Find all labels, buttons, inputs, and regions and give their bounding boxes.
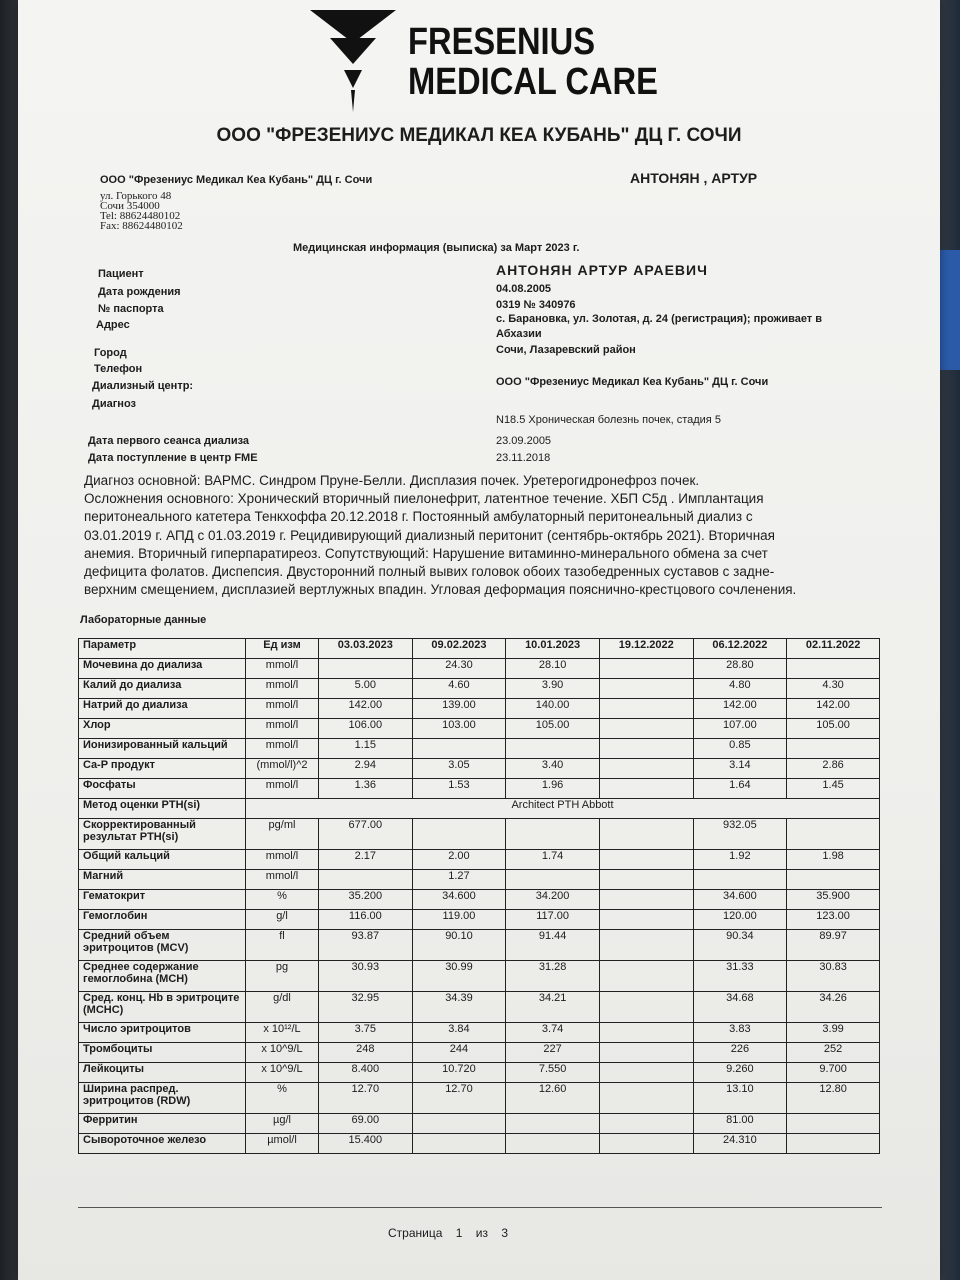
page-footer xyxy=(388,1226,518,1240)
lab-cell-value: 3.75 xyxy=(319,1023,413,1043)
lab-row xyxy=(79,699,880,719)
lab-cell-value: 2.86 xyxy=(787,759,880,779)
lab-cell-param: Число эритроцитов xyxy=(79,1023,246,1043)
address-value-1: с. Барановка, ул. Золотая, д. 24 (регистрация); проживает в xyxy=(496,313,822,325)
lab-cell-value: 3.74 xyxy=(506,1023,600,1043)
lab-cell-value: 932.05 xyxy=(693,819,787,850)
lab-cell-value xyxy=(787,659,880,679)
dob-value: 04.08.2005 xyxy=(496,283,552,295)
lab-cell-value: 32.95 xyxy=(319,992,413,1023)
lab-row xyxy=(79,1063,880,1083)
lab-row xyxy=(79,890,880,910)
lab-cell-value xyxy=(599,699,693,719)
lab-header: Параметр xyxy=(79,639,246,659)
center-value: ООО "Фрезениус Медикал Кеа Кубань" ДЦ г. Сочи xyxy=(496,376,769,388)
lab-cell-value xyxy=(599,930,693,961)
lab-cell-unit: x 10^9/L xyxy=(246,1063,319,1083)
lab-cell-value: 3.14 xyxy=(693,759,787,779)
lab-cell-method: Architect PTH Abbott xyxy=(246,799,880,819)
lab-cell-param: Гематокрит xyxy=(79,890,246,910)
lab-header: 03.03.2023 xyxy=(319,639,413,659)
extract-title: Медицинская информация (выписка) за Март 2023 г. xyxy=(293,242,580,254)
lab-cell-value: 35.900 xyxy=(787,890,880,910)
lab-row xyxy=(79,659,880,679)
lab-cell-value: 34.26 xyxy=(787,992,880,1023)
lab-row xyxy=(79,870,880,890)
lab-header: 02.11.2022 xyxy=(787,639,880,659)
lab-cell-param: Среднее содержание гемоглобина (MCH) xyxy=(79,961,246,992)
lab-cell-value: 3.40 xyxy=(506,759,600,779)
lab-cell-value: 107.00 xyxy=(693,719,787,739)
lab-cell-value xyxy=(599,870,693,890)
lab-cell-value: 1.27 xyxy=(412,870,506,890)
lab-cell-unit: mmol/l xyxy=(246,719,319,739)
lab-cell-value: 105.00 xyxy=(787,719,880,739)
diagnosis-label: Диагноз xyxy=(92,398,136,410)
lab-cell-value xyxy=(599,1043,693,1063)
first-dialysis-label: Дата первого сеанса диализа xyxy=(88,435,250,447)
lab-cell-value: 91.44 xyxy=(506,930,600,961)
lab-cell-unit: % xyxy=(246,1083,319,1114)
bottom-rule xyxy=(78,1207,882,1208)
lab-header: 09.02.2023 xyxy=(412,639,506,659)
lab-cell-param: Гемоглобин xyxy=(79,910,246,930)
lab-row xyxy=(79,739,880,759)
lab-row xyxy=(79,1083,880,1114)
lab-cell-value xyxy=(599,1134,693,1154)
lab-cell-param: Ферритин xyxy=(79,1114,246,1134)
lab-cell-value: 2.00 xyxy=(412,850,506,870)
center-label: Диализный центр: xyxy=(92,380,194,392)
lab-cell-value xyxy=(599,890,693,910)
lab-row xyxy=(79,930,880,961)
lab-cell-param: Скорректированный результат PTH(si) xyxy=(79,819,246,850)
lab-cell-param: Лейкоциты xyxy=(79,1063,246,1083)
lab-cell-value xyxy=(506,870,600,890)
lab-cell-unit: mmol/l xyxy=(246,679,319,699)
lab-header: Ед изм xyxy=(246,639,319,659)
lab-cell-param: Магний xyxy=(79,870,246,890)
lab-cell-value: 4.30 xyxy=(787,679,880,699)
lab-cell-unit: % xyxy=(246,890,319,910)
lab-cell-param: Сред. конц. Hb в эритроците (MCHC) xyxy=(79,992,246,1023)
lab-row xyxy=(79,992,880,1023)
lab-row xyxy=(79,759,880,779)
lab-cell-value xyxy=(787,819,880,850)
lab-cell-param: Сывороточное железо xyxy=(79,1134,246,1154)
lab-cell-value: 13.10 xyxy=(693,1083,787,1114)
passport-value: 0319 № 340976 xyxy=(496,299,576,311)
lab-cell-value: 93.87 xyxy=(319,930,413,961)
lab-cell-param: Калий до диализа xyxy=(79,679,246,699)
lab-cell-value: 69.00 xyxy=(319,1114,413,1134)
lab-cell-value xyxy=(506,1134,600,1154)
patient-label: Пациент xyxy=(98,268,144,280)
lab-cell-value: 677.00 xyxy=(319,819,413,850)
lab-cell-value: 8.400 xyxy=(319,1063,413,1083)
diagnosis-line: Диагноз основной: ВАРМС. Синдром Пруне-Белли. Дисплазия почек. Уретерогидронефроз почек. xyxy=(84,473,700,488)
lab-cell-value: 9.700 xyxy=(787,1063,880,1083)
lab-header-row xyxy=(79,639,880,659)
lab-cell-param: Фосфаты xyxy=(79,779,246,799)
header-tel: Tel: 88624480102 xyxy=(100,210,181,222)
lab-cell-param: Мочевина до диализа xyxy=(79,659,246,679)
header-city: Сочи 354000 xyxy=(100,200,160,212)
lab-cell-value xyxy=(599,779,693,799)
lab-cell-value: 3.83 xyxy=(693,1023,787,1043)
address-value-2: Абхазии xyxy=(496,328,542,340)
lab-cell-value: 12.70 xyxy=(412,1083,506,1114)
lab-cell-unit: mmol/l xyxy=(246,870,319,890)
diagnosis-code: N18.5 Хроническая болезнь почек, стадия 5 xyxy=(496,414,721,426)
admission-label: Дата поступление в центр FME xyxy=(88,452,258,464)
lab-cell-value: 15.400 xyxy=(319,1134,413,1154)
lab-cell-value: 31.28 xyxy=(506,961,600,992)
lab-cell-value: 90.10 xyxy=(412,930,506,961)
lab-cell-value xyxy=(412,819,506,850)
lab-cell-value: 89.97 xyxy=(787,930,880,961)
lab-row xyxy=(79,850,880,870)
lab-row xyxy=(79,779,880,799)
lab-cell-value xyxy=(319,659,413,679)
lab-row xyxy=(79,1114,880,1134)
lab-cell-value xyxy=(787,739,880,759)
lab-cell-value xyxy=(506,739,600,759)
lab-cell-param: Метод оценки PTH(si) xyxy=(79,799,246,819)
lab-cell-value xyxy=(412,1114,506,1134)
lab-cell-value: 4.80 xyxy=(693,679,787,699)
lab-cell-value: 90.34 xyxy=(693,930,787,961)
lab-cell-value: 226 xyxy=(693,1043,787,1063)
logo-text xyxy=(408,22,658,102)
lab-cell-value: 1.74 xyxy=(506,850,600,870)
lab-cell-value: 119.00 xyxy=(412,910,506,930)
lab-cell-value: 30.83 xyxy=(787,961,880,992)
lab-cell-value: 1.15 xyxy=(319,739,413,759)
lab-cell-unit: mmol/l xyxy=(246,850,319,870)
logo-line-1: FRESENIUS xyxy=(408,21,596,63)
lab-cell-unit: µg/l xyxy=(246,1114,319,1134)
lab-table xyxy=(78,638,880,1154)
lab-cell-value xyxy=(787,1114,880,1134)
lab-cell-value: 103.00 xyxy=(412,719,506,739)
lab-cell-value: 2.17 xyxy=(319,850,413,870)
lab-cell-value: 9.260 xyxy=(693,1063,787,1083)
lab-body xyxy=(79,659,880,1154)
lab-cell-value: 1.36 xyxy=(319,779,413,799)
lab-row xyxy=(79,910,880,930)
lab-cell-param: Ионизированный кальций xyxy=(79,739,246,759)
lab-cell-value xyxy=(319,870,413,890)
address-label: Адрес xyxy=(96,319,130,331)
lab-cell-value xyxy=(599,679,693,699)
lab-row xyxy=(79,1134,880,1154)
header-fax: Fax: 88624480102 xyxy=(100,220,183,232)
lab-row xyxy=(79,1023,880,1043)
lab-cell-value: 1.45 xyxy=(787,779,880,799)
first-dialysis-value: 23.09.2005 xyxy=(496,435,552,447)
lab-cell-param: Натрий до диализа xyxy=(79,699,246,719)
lab-cell-value xyxy=(599,850,693,870)
lab-cell-value xyxy=(599,961,693,992)
lab-cell-value: 7.550 xyxy=(506,1063,600,1083)
lab-row xyxy=(79,679,880,699)
lab-cell-value: 116.00 xyxy=(319,910,413,930)
lab-cell-value: 31.33 xyxy=(693,961,787,992)
diagnosis-line: 03.01.2019 г. АПД с 01.03.2019 г. Рецидивирующий диализный перитонит (сентябрь-октябрь 2021). Вторичная xyxy=(84,527,775,543)
footer-total-pages: 3 xyxy=(501,1226,509,1240)
lab-cell-value: 34.39 xyxy=(412,992,506,1023)
diagnosis-line: верхним смещением, дисплазией вертлужных впадин. Угловая деформация пояснично-крестцового сочленения. xyxy=(84,582,797,598)
lab-cell-value: 12.60 xyxy=(506,1083,600,1114)
lab-cell-value xyxy=(599,739,693,759)
lab-cell-value: 142.00 xyxy=(693,699,787,719)
lab-cell-value: 2.94 xyxy=(319,759,413,779)
lab-row xyxy=(79,961,880,992)
lab-cell-value: 34.21 xyxy=(506,992,600,1023)
phone-label: Телефон xyxy=(94,363,143,375)
lab-cell-value: 34.200 xyxy=(506,890,600,910)
lab-cell-value: 3.84 xyxy=(412,1023,506,1043)
dob-label: Дата рождения xyxy=(98,286,181,298)
lab-cell-value: 35.200 xyxy=(319,890,413,910)
lab-cell-value: 24.30 xyxy=(412,659,506,679)
lab-cell-value: 1.64 xyxy=(693,779,787,799)
lab-cell-value: 28.80 xyxy=(693,659,787,679)
lab-cell-param: Ca-P продукт xyxy=(79,759,246,779)
lab-cell-value: 4.60 xyxy=(412,679,506,699)
lab-cell-value: 81.00 xyxy=(693,1114,787,1134)
lab-cell-value xyxy=(787,870,880,890)
lab-cell-value xyxy=(693,870,787,890)
lab-cell-value: 12.80 xyxy=(787,1083,880,1114)
lab-row xyxy=(79,719,880,739)
lab-cell-value: 139.00 xyxy=(412,699,506,719)
lab-cell-value xyxy=(412,1134,506,1154)
lab-cell-unit: (mmol/l)^2 xyxy=(246,759,319,779)
lab-cell-unit: mmol/l xyxy=(246,659,319,679)
lab-cell-unit: fl xyxy=(246,930,319,961)
lab-cell-value xyxy=(599,1023,693,1043)
header-company-name: ООО "Фрезениус Медикал Кеа Кубань" ДЦ г. Сочи xyxy=(100,174,373,186)
lab-cell-value: 248 xyxy=(319,1043,413,1063)
lab-cell-value: 227 xyxy=(506,1043,600,1063)
lab-cell-value xyxy=(599,992,693,1023)
lab-cell-value xyxy=(599,1063,693,1083)
lab-cell-value: 120.00 xyxy=(693,910,787,930)
lab-cell-value xyxy=(506,1114,600,1134)
lab-cell-value xyxy=(599,1114,693,1134)
lab-cell-value: 142.00 xyxy=(319,699,413,719)
lab-cell-value xyxy=(599,910,693,930)
admission-value: 23.11.2018 xyxy=(496,452,551,464)
lab-cell-value: 28.10 xyxy=(506,659,600,679)
lab-cell-value: 24.310 xyxy=(693,1134,787,1154)
lab-cell-unit: x 10^9/L xyxy=(246,1043,319,1063)
lab-cell-value: 140.00 xyxy=(506,699,600,719)
lab-cell-unit: x 10¹²/L xyxy=(246,1023,319,1043)
lab-cell-value: 252 xyxy=(787,1043,880,1063)
lab-cell-value xyxy=(412,739,506,759)
lab-header: 10.01.2023 xyxy=(506,639,600,659)
lab-cell-unit: µmol/l xyxy=(246,1134,319,1154)
lab-cell-value: 3.90 xyxy=(506,679,600,699)
footer-page-number: 1 xyxy=(455,1226,463,1240)
lab-cell-value: 0.85 xyxy=(693,739,787,759)
lab-cell-value: 30.93 xyxy=(319,961,413,992)
lab-cell-param: Ширина распред. эритроцитов (RDW) xyxy=(79,1083,246,1114)
diagnosis-text xyxy=(84,472,864,599)
document-page xyxy=(18,0,940,1280)
header-address-block xyxy=(100,175,372,231)
patient-value: АНТОНЯН АРТУР АРАЕВИЧ xyxy=(496,262,708,278)
lab-header: 19.12.2022 xyxy=(599,639,693,659)
lab-cell-value xyxy=(506,819,600,850)
lab-cell-value: 142.00 xyxy=(787,699,880,719)
lab-cell-unit: mmol/l xyxy=(246,699,319,719)
diagnosis-line: дефицита фолатов. Диспепсия. Двусторонний полный вывих головок обоих тазобедренных суставов с задне- xyxy=(84,564,775,580)
lab-cell-value: 1.98 xyxy=(787,850,880,870)
lab-title: Лабораторные данные xyxy=(80,614,207,626)
lab-cell-value: 30.99 xyxy=(412,961,506,992)
lab-row-pth-method xyxy=(79,799,880,819)
lab-cell-value: 3.99 xyxy=(787,1023,880,1043)
lab-cell-value xyxy=(599,659,693,679)
lab-cell-param: Хлор xyxy=(79,719,246,739)
logo-line-2: MEDICAL CARE xyxy=(408,61,658,103)
header-patient-name: АНТОНЯН , АРТУР xyxy=(630,170,758,186)
lab-cell-value: 1.92 xyxy=(693,850,787,870)
city-label: Город xyxy=(94,347,127,359)
company-title: ООО "ФРЕЗЕНИУС МЕДИКАЛ КЕА КУБАНЬ" ДЦ Г. СОЧИ xyxy=(216,125,742,146)
lab-row xyxy=(79,819,880,850)
lab-cell-param: Средний объем эритроцитов (MCV) xyxy=(79,930,246,961)
diagnosis-line: Осложнения основного: Хронический вторичный пиелонефрит, латентное течение. ХБП С5д . Имплантация xyxy=(84,491,764,507)
lab-cell-value: 34.600 xyxy=(412,890,506,910)
lab-cell-unit: mmol/l xyxy=(246,779,319,799)
lab-cell-value xyxy=(599,819,693,850)
lab-cell-value xyxy=(599,719,693,739)
lab-cell-value: 10.720 xyxy=(412,1063,506,1083)
lab-cell-value: 106.00 xyxy=(319,719,413,739)
lab-cell-unit: g/dl xyxy=(246,992,319,1023)
lab-cell-param: Общий кальций xyxy=(79,850,246,870)
lab-cell-value: 34.68 xyxy=(693,992,787,1023)
lab-cell-param: Тромбоциты xyxy=(79,1043,246,1063)
lab-cell-value: 34.600 xyxy=(693,890,787,910)
lab-cell-unit: pg xyxy=(246,961,319,992)
footer-of-label: из xyxy=(475,1226,488,1240)
header-street: ул. Горького 48 xyxy=(100,190,172,202)
lab-row xyxy=(79,1043,880,1063)
lab-cell-value xyxy=(599,759,693,779)
lab-cell-value: 5.00 xyxy=(319,679,413,699)
diagnosis-line: перитонеального катетера Тенкхоффа 20.12.2018 г. Постоянный амбулаторный перитонеальный диализ с xyxy=(84,509,753,525)
lab-cell-value: 12.70 xyxy=(319,1083,413,1114)
lab-cell-value: 1.53 xyxy=(412,779,506,799)
lab-cell-value: 123.00 xyxy=(787,910,880,930)
footer-page-label: Страница xyxy=(388,1226,443,1240)
lab-cell-value xyxy=(599,1083,693,1114)
lab-cell-unit: pg/ml xyxy=(246,819,319,850)
city-value: Сочи, Лазаревский район xyxy=(496,344,636,356)
passport-label: № паспорта xyxy=(98,303,164,315)
lab-cell-unit: mmol/l xyxy=(246,739,319,759)
diagnosis-line: анемия. Вторичный гиперпаратиреоз. Сопутствующий: Нарушение витаминно-минерального обмена за счет xyxy=(84,545,768,561)
lab-cell-value: 3.05 xyxy=(412,759,506,779)
lab-header: 06.12.2022 xyxy=(693,639,787,659)
lab-cell-value: 1.96 xyxy=(506,779,600,799)
lab-cell-value: 244 xyxy=(412,1043,506,1063)
lab-cell-unit: g/l xyxy=(246,910,319,930)
lab-cell-value xyxy=(787,1134,880,1154)
lab-cell-value: 117.00 xyxy=(506,910,600,930)
lab-cell-value: 105.00 xyxy=(506,719,600,739)
